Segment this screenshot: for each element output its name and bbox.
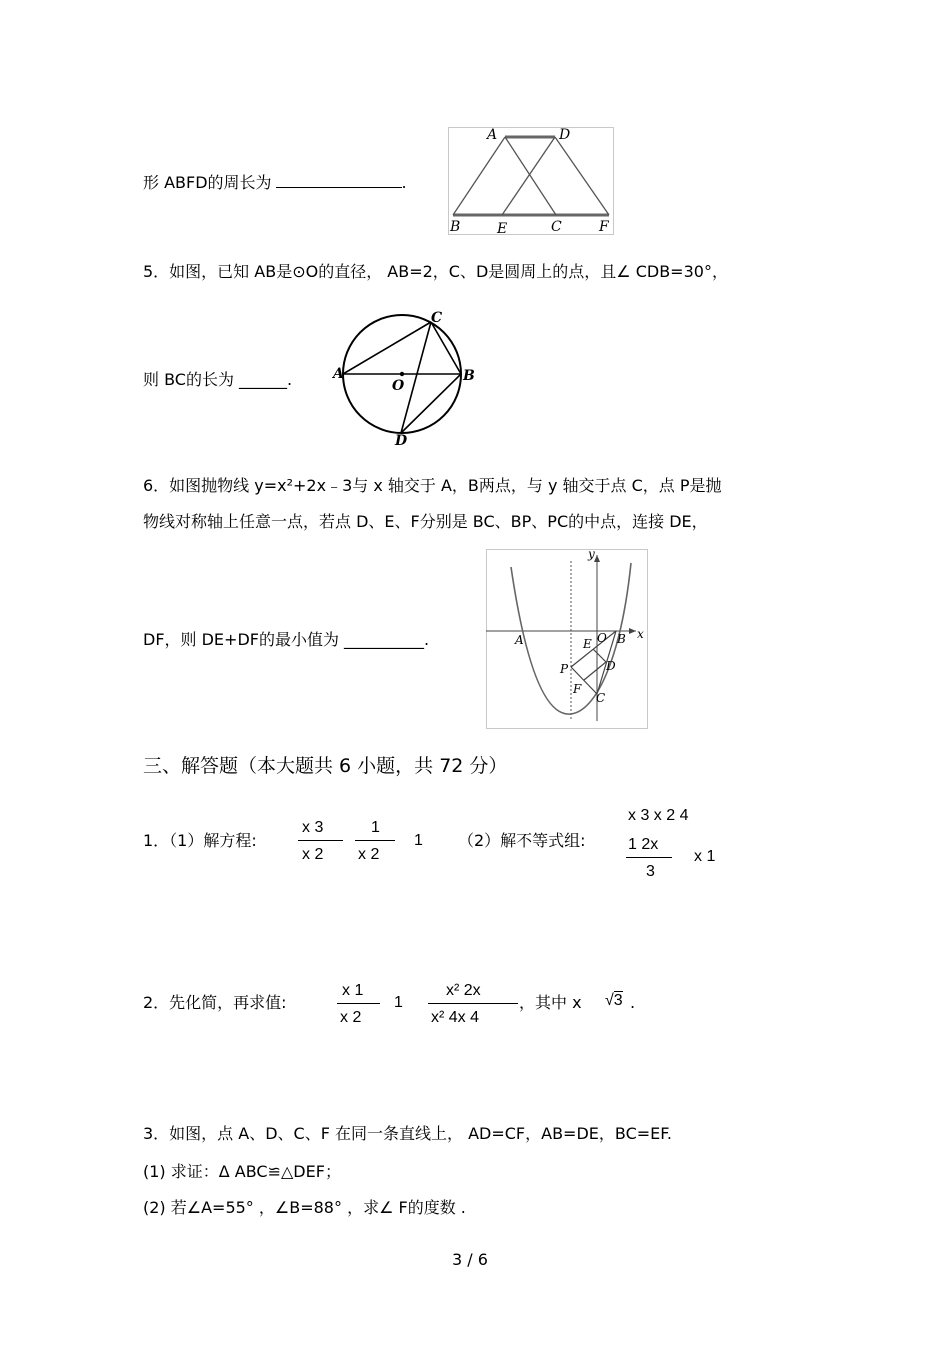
figure-parabola: [486, 549, 648, 729]
p1-frac2-num: 1: [371, 819, 380, 836]
label-e: E: [497, 221, 508, 235]
q6-line-1: 6．如图抛物线 y=x²+2x﹣3与 x 轴交于 A，B两点，与 y 轴交于点 C，点 P是抛: [143, 476, 722, 495]
label-b: B: [617, 632, 626, 646]
q5-line-1: 5．如图，已知 AB是⊙O的直径， AB=2，C、D是圆周上的点，且∠ CDB=30°，: [143, 262, 728, 281]
label-d: D: [559, 127, 571, 143]
label-b: B: [463, 368, 475, 384]
label-y: y: [588, 549, 595, 561]
p1-label: 1．（1）解方程:: [143, 831, 257, 850]
p1-part2-label: （2）解不等式组:: [458, 831, 586, 850]
p2-frac2-num: x² 2x: [446, 982, 481, 999]
p1-system-bar: [626, 857, 672, 858]
p1-frac1-den: x 2: [302, 846, 324, 863]
p1-frac1-bar: [298, 840, 343, 841]
p2-tail: ，其中 x: [519, 993, 582, 1012]
label-d: D: [606, 659, 616, 673]
label-a: A: [515, 633, 524, 647]
label-c: C: [431, 310, 443, 326]
label-b: B: [450, 219, 461, 235]
p2-frac1-den: x 2: [340, 1009, 362, 1026]
q6-line-3: DF，则 DE+DF的最小值为 __________.: [143, 630, 430, 649]
p2-frac1-bar: [337, 1003, 380, 1004]
label-f: F: [573, 682, 582, 696]
label-f: F: [599, 219, 609, 235]
q5-line-2: 则 BC的长为 ______.: [143, 370, 293, 389]
label-a: A: [487, 127, 498, 143]
p2-frac1-num: x 1: [342, 982, 364, 999]
label-a: A: [333, 366, 344, 382]
p1-frac2-bar: [355, 840, 395, 841]
label-c: C: [551, 219, 562, 235]
label-c: C: [596, 691, 606, 705]
label-p: P: [560, 662, 569, 676]
p3-line-3: (2) 若∠A=55° ，∠B=88° ，求∠ F的度数 .: [143, 1198, 466, 1217]
figure-circle: [328, 308, 478, 450]
q4-period: .: [401, 173, 407, 192]
section-3-title: 三、解答题（本大题共 6 小题，共 72 分）: [143, 755, 508, 777]
p1-system-num: 1 2x: [628, 836, 659, 853]
label-x: x: [637, 627, 644, 641]
p2-frac2-den: x² 4x 4: [431, 1009, 480, 1026]
p1-system-rhs: x 1: [694, 848, 716, 865]
q6-line-2: 物线对称轴上任意一点，若点 D、E、F分别是 BC、BP、PC的中点，连接 DE，: [143, 512, 708, 531]
label-d: D: [395, 433, 408, 449]
p1-frac2-den: x 2: [358, 846, 380, 863]
p1-system-den: 3: [646, 863, 655, 880]
p2-end: .: [630, 993, 636, 1012]
p3-line-2: (1) 求证：Δ ABC≌△DEF；: [143, 1162, 341, 1181]
sqrt-sign-icon: √: [605, 992, 614, 1009]
p3-line-1: 3．如图，点 A、D、C、F 在同一条直线上， AD=CF，AB=DE，BC=EF.: [143, 1124, 672, 1143]
p1-system-line1: x 3 x 2 4: [628, 807, 689, 824]
label-e: E: [583, 637, 592, 651]
p2-frac2-bar: [428, 1003, 518, 1004]
q4-perimeter-text: [143, 173, 407, 191]
q4-answer-blank: [276, 173, 402, 188]
p1-frac1-num: x 3: [302, 819, 324, 836]
p2-one: 1: [394, 994, 403, 1011]
p2-label: 2．先化简，再求值:: [143, 993, 287, 1012]
p2-sqrt-value: 3: [613, 992, 623, 1009]
label-o: O: [392, 378, 405, 394]
p1-rhs: 1: [414, 832, 423, 849]
page-number: 3 / 6: [452, 1250, 488, 1269]
p2-sqrt: [605, 993, 623, 1009]
q4-text: 形 ABFD的周长为: [143, 173, 272, 192]
figure-parallelogram: [448, 127, 614, 235]
label-o: O: [597, 631, 607, 645]
